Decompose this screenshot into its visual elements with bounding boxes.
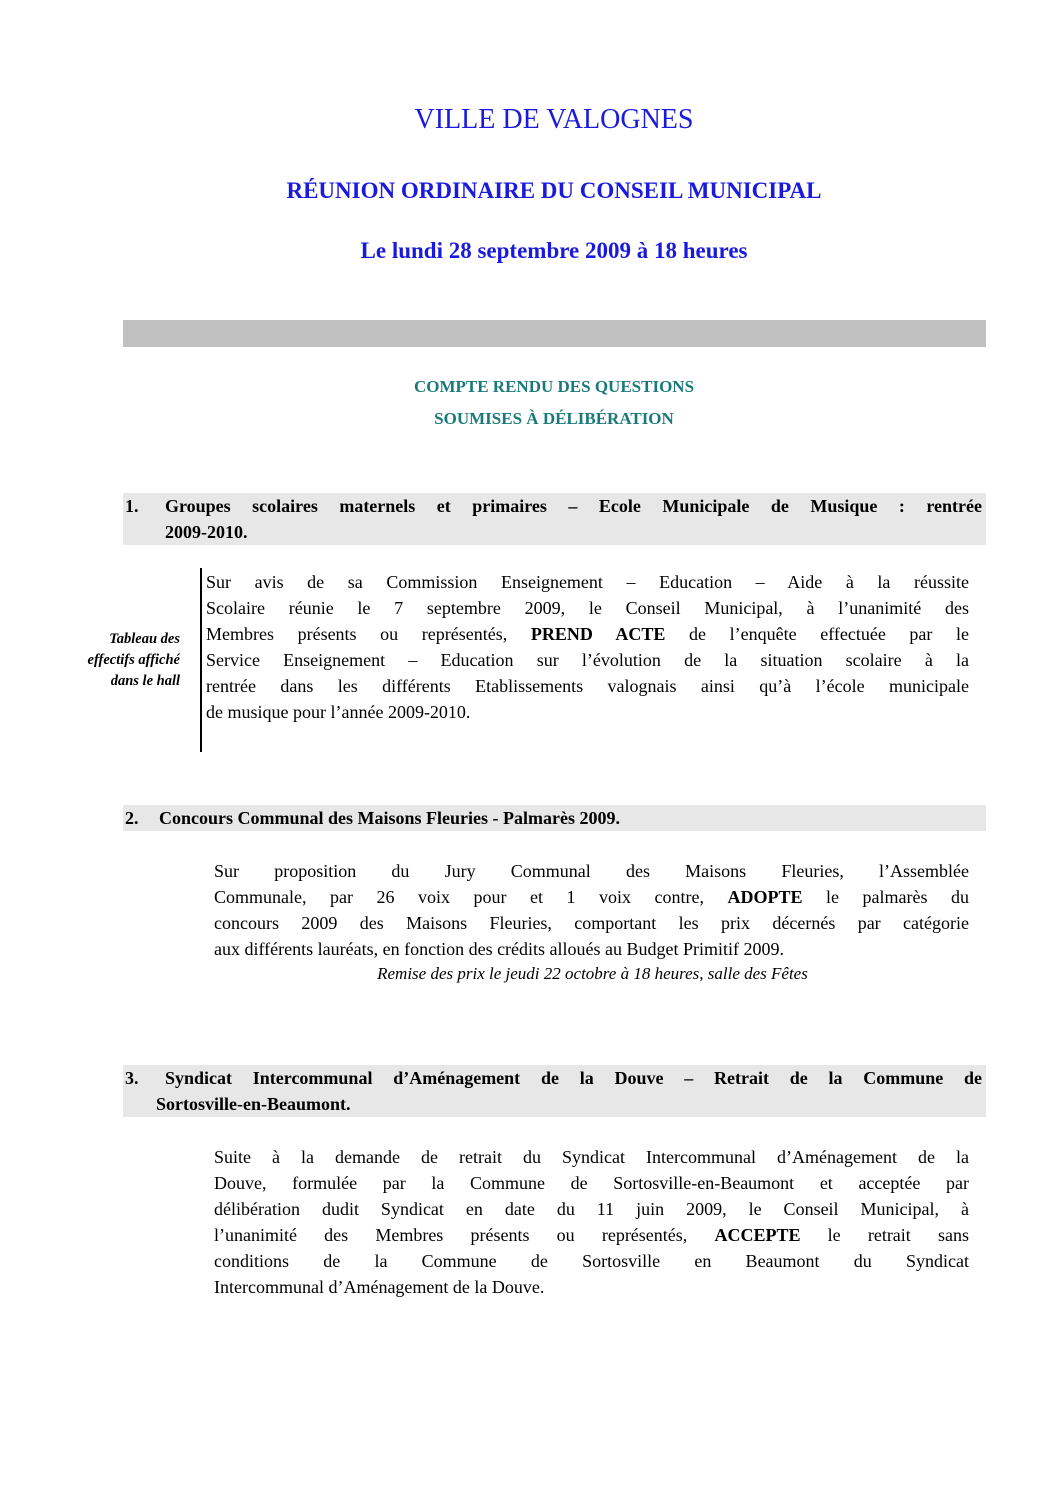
city-title: VILLE DE VALOGNES xyxy=(414,104,694,135)
item-3-heading xyxy=(123,1065,986,1117)
body-line: conditions de la Commune de Sortosville en Beaumont du Syndicat xyxy=(214,1251,969,1271)
body-line xyxy=(214,1222,969,1248)
body-line: Sur avis de sa Commission Enseignement – Education – Aide à la réussite xyxy=(206,572,969,592)
item-2-note: Remise des prix le jeudi 22 octobre à 18 heures, salle des Fêtes xyxy=(377,964,808,983)
item-1-title-line2: 2009-2010. xyxy=(165,522,248,542)
decision-keyword: ACCEPTE xyxy=(714,1225,801,1245)
item-1-body xyxy=(206,569,969,725)
decision-keyword: ADOPTE xyxy=(727,887,803,907)
decision-keyword: PREND ACTE xyxy=(530,624,666,644)
side-note-line: dans le hall xyxy=(110,673,180,689)
meeting-date: Le lundi 28 septembre 2009 à 18 heures xyxy=(360,238,748,263)
item-3-number: 3. xyxy=(125,1068,139,1088)
item-3-title-line2: Sortosville-en-Beaumont. xyxy=(156,1094,351,1114)
side-note-line: Tableau des xyxy=(109,631,180,647)
body-line xyxy=(206,621,969,647)
body-line: Service Enseignement – Education sur l’évolution de la situation scolaire à la xyxy=(206,650,969,670)
body-line: concours 2009 des Maisons Fleuries, comportant les prix décernés par catégorie xyxy=(214,913,969,933)
item-1-title-line1: Groupes scolaires maternels et primaires – Ecole Municipale de Musique : rentrée xyxy=(165,496,982,516)
section-title-line1: COMPTE RENDU DES QUESTIONS xyxy=(413,377,695,396)
item-3-body xyxy=(214,1144,969,1300)
item-3-title-line1: Syndicat Intercommunal d’Aménagement de la Douve – Retrait de la Commune de xyxy=(165,1068,982,1088)
side-note-line: effectifs affiché xyxy=(87,652,180,668)
body-text: le palmarès du xyxy=(802,887,969,907)
body-line xyxy=(214,884,969,910)
body-text: Communale, par 26 voix pour et 1 voix contre, xyxy=(214,887,728,907)
item-2-heading xyxy=(123,805,986,831)
body-text: Membres présents ou représentés, xyxy=(206,624,531,644)
section-title-line2: SOUMISES À DÉLIBÉRATION xyxy=(434,409,674,428)
body-line: Intercommunal d’Aménagement de la Douve. xyxy=(214,1277,545,1297)
body-line: Scolaire réunie le 7 septembre 2009, le Conseil Municipal, à l’unanimité des xyxy=(206,598,969,618)
meeting-title: RÉUNION ORDINAIRE DU CONSEIL MUNICIPAL xyxy=(286,178,822,203)
item-1-side-note xyxy=(66,629,180,692)
body-line: aux différents lauréats, en fonction des crédits alloués au Budget Primitif 2009. xyxy=(214,939,785,959)
body-line: délibération dudit Syndicat en date du 11 juin 2009, le Conseil Municipal, à xyxy=(214,1199,969,1219)
item-1-heading xyxy=(123,493,986,545)
item-2-body xyxy=(214,858,969,962)
body-line: Sur proposition du Jury Communal des Maisons Fleuries, l’Assemblée xyxy=(214,861,969,881)
body-line: rentrée dans les différents Etablissements valognais ainsi qu’à l’école municipale xyxy=(206,676,969,696)
separator-bar xyxy=(123,320,986,347)
item-2-number: 2. xyxy=(125,808,139,828)
body-text: le retrait sans xyxy=(800,1225,969,1245)
body-line: Douve, formulée par la Commune de Sortosville-en-Beaumont et acceptée par xyxy=(214,1173,969,1193)
body-text: l’unanimité des Membres présents ou représentés, xyxy=(214,1225,715,1245)
item-2-title-line1: Concours Communal des Maisons Fleuries - Palmarès 2009. xyxy=(159,808,620,828)
body-text: de l’enquête effectuée par le xyxy=(665,624,969,644)
item-1-margin-rule xyxy=(200,568,202,752)
body-line: de musique pour l’année 2009-2010. xyxy=(206,702,471,722)
item-1-number: 1. xyxy=(125,496,139,516)
body-line: Suite à la demande de retrait du Syndicat Intercommunal d’Aménagement de la xyxy=(214,1147,969,1167)
